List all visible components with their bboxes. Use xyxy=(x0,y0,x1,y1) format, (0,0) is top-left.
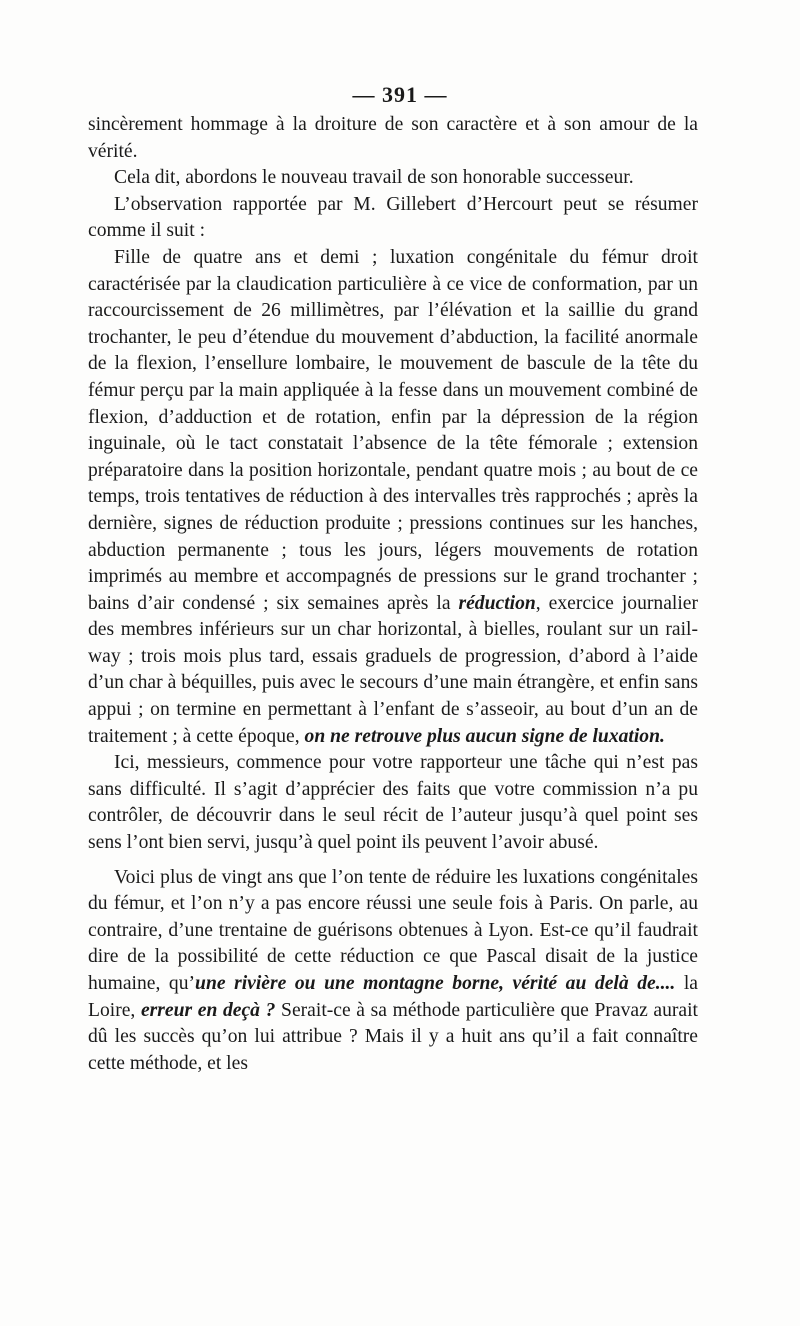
paragraph-6-text-b: la Loire, xyxy=(88,973,699,1021)
paragraph-4 xyxy=(88,245,698,750)
paragraph-4-text-b: , exercice journalier des membres inférieurs sur un char horizontal, à bielles, roulant sur un rail-way ; trois mois plus tard, essais graduels de progression, d’abord à l’aide d’un char à béquilles, puis avec le secours d’une main étrangère, et enfin sans appui ; on termine en permettant à l’enfant de s’asseoir, au bout d’un an de traitement ; à cette époque, xyxy=(88,592,698,747)
paragraph-4-italic-conclusion: on ne retrouve plus aucun signe de luxation. xyxy=(304,725,665,747)
page-number: — 391 — xyxy=(352,82,448,107)
paragraph-2: Cela dit, abordons le nouveau travail de son honorable successeur. xyxy=(114,167,634,189)
paragraph-6-text-c: Serait-ce à sa méthode particulière que Pravaz aurait dû les succès qu’on lui attribue ? Mais il y a huit ans qu’il a fait connaître cette méthode, et les xyxy=(88,999,698,1074)
paragraph-6 xyxy=(88,865,698,1078)
paragraph-6-text-a: Voici plus de vingt ans que l’on tente de réduire les luxations congénitales du fémur, et l’on n’y a pas encore réussi une seule fois à Paris. On parle, au contraire, d’une trentaine de guérisons obtenues à Lyon. Est-ce qu’il faudrait dire de la possibilité de cette réduction ce que Pascal disait de la justice humaine, qu’ xyxy=(88,866,698,994)
paragraph-4-italic-reduction: réduction xyxy=(458,592,536,614)
paragraph-5: Ici, messieurs, commence pour votre rapporteur une tâche qui n’est pas sans difficulté. Il s’agit d’apprécier des faits que votre commission n’a pu contrôler, de découvrir dans le seul récit de l’auteur jusqu’à quel point ses sens l’ont bien servi, jusqu’à quel point ils peuvent l’avoir abusé. xyxy=(88,752,698,854)
body-text xyxy=(88,112,698,1077)
paragraph-6-italic-erreur: erreur en deçà ? xyxy=(140,999,276,1021)
paragraph-3: L’observation rapportée par M. Gillebert d’Hercourt peut se résumer comme il suit : xyxy=(88,193,698,242)
paragraph-6-italic-quote: une rivière ou une montagne borne, vérité au delà de.... xyxy=(195,973,676,994)
paragraph-4-text-a: Fille de quatre ans et demi ; luxation congénitale du fémur droit caractérisée par la claudication particulière à ce vice de conformation, par un raccourcissement de 26 millimètres, par l’élévation et la saillie du grand trochanter, le peu d’étendue du mouvement d’abduction, la facilité anormale de la flexion, l’ensellure lombaire, le mouvement de bascule de la tête du fémur perçu par la main appliquée à la fesse dans un mouvement combiné de flexion, d’adduction et de rotation, enfin par la dépression de la région inguinale, où le tact constatait l’absence de la tête fémorale ; extension préparatoire dans la position horizontale, pendant quatre mois ; au bout de ce temps, trois tentatives de réduction à des intervalles très rapprochés ; après la dernière, signes de réduction produite ; pressions continues sur les hanches, abduction permanente ; tous les jours, légers mouvements de rotation imprimés au membre et accompagnés de pressions sur le grand trochanter ; bains d’air condensé ; six semaines après la xyxy=(88,246,698,614)
paragraph-1: sincèrement hommage à la droiture de son caractère et à son amour de la vérité. xyxy=(88,114,698,162)
